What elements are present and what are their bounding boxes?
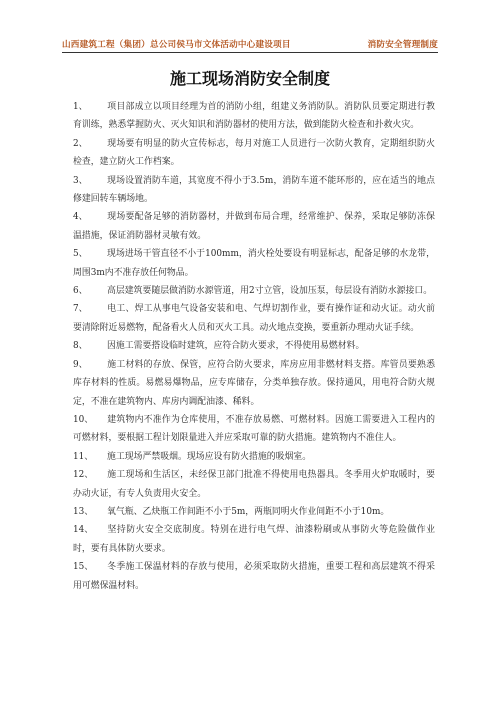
item-text: 现场要配备足够的消防器材，并做到布局合理，经常维护、保养，采取足够防冻保温措施，保证消防器材灵敏有效。 (73, 212, 435, 241)
header-rule (62, 52, 438, 53)
list-item (73, 521, 435, 558)
header-doc-name: 消防安全管理制度 (367, 40, 438, 50)
item-text: 高层建筑要随层做消防水源管道，用2寸立管，设加压泵，每层设有消防水源接口。 (107, 286, 433, 297)
item-number: 14、 (73, 525, 94, 536)
regulation-list (73, 98, 435, 595)
list-item (73, 172, 435, 209)
item-number: 13、 (73, 506, 94, 517)
list-item (73, 300, 435, 337)
item-text: 因施工需要搭设临时建筑，应符合防火要求，不得使用易燃材料。 (107, 341, 365, 352)
item-text: 氧气瓶、乙炔瓶工作间距不小于5m，两瓶同明火作业间距不小于10m。 (107, 506, 390, 517)
item-number: 6、 (73, 286, 88, 297)
list-item (73, 337, 435, 355)
list-item (73, 245, 435, 282)
list-item (73, 98, 435, 135)
item-text: 项目部成立以项目经理为首的消防小组，组建义务消防队。消防队员要定期进行教育训练，熟悉掌握防火、灭火知识和消防器材的使用方法，做到能防火检查和扑救火灾。 (73, 102, 435, 131)
item-text: 坚持防火安全交底制度。特别在进行电气焊、油漆粉刷或从事防火等危险做作业时，要有具体防火要求。 (73, 525, 435, 554)
list-item (73, 558, 435, 595)
list-item (73, 503, 435, 521)
header-project-name: 山西建筑工程（集团）总公司侯马市文体活动中心建设项目 (62, 40, 291, 50)
item-text: 施工现场严禁吸烟。现场应设有防火措施的吸烟室。 (107, 451, 312, 462)
item-text: 施工现场和生活区，未经保卫部门批准不得使用电热器具。冬季用火炉取暖时，要办动火证，有专人负责用火安全。 (73, 470, 435, 499)
list-item (73, 282, 435, 300)
item-text: 现场设置消防车道，其宽度不得小于3.5m，消防车道不能环形的，应在适当的地点修建回转车辆场地。 (73, 175, 435, 205)
item-text: 冬季施工保温材料的存放与使用，必须采取防火措施，重要工程和高层建筑不得采用可燃保温材料。 (73, 562, 435, 591)
list-item (73, 356, 435, 411)
item-number: 11、 (73, 451, 94, 462)
item-number: 7、 (73, 304, 88, 315)
list-item (73, 466, 435, 503)
list-item (73, 411, 435, 448)
item-number: 10、 (73, 414, 94, 425)
page-header (62, 38, 438, 50)
item-number: 4、 (73, 212, 88, 223)
item-number: 2、 (73, 138, 88, 149)
item-text: 现场要有明显的防火宣传标志，每月对施工人员进行一次防火教育，定期组织防火检查，建立防火工作档案。 (73, 138, 435, 168)
list-item (73, 208, 435, 245)
item-number: 15、 (73, 562, 94, 573)
list-item (73, 135, 435, 172)
item-number: 1、 (73, 102, 88, 112)
item-text: 施工材料的存放、保管，应符合防火要求，库房应用非燃材料支搭。库管员要熟悉库存材料的性质。易燃易爆物品，应专库储存，分类单独存放。保持通风，用电符合防火规定，不准在建筑物内、库房内调配油漆、稀料。 (73, 359, 435, 407)
item-text: 现场进场干管直径不小于100mm，消火栓处要设有明显标志，配备足够的水龙带，周围3m内不准存放任何物品。 (73, 249, 435, 278)
item-number: 5、 (73, 249, 88, 260)
item-number: 8、 (73, 341, 88, 352)
item-text: 电工、焊工从事电气设备安装和电、气焊切割作业，要有操作证和动火证。动火前要清除附近易燃物，配备看火人员和灭火工具。动火地点变换，要重新办理动火证手续。 (73, 304, 435, 333)
list-item (73, 448, 435, 466)
item-number: 9、 (73, 359, 88, 370)
page-title: 施工现场消防安全制度 (169, 69, 330, 88)
item-text: 建筑物内不准作为仓库使用，不准存放易燃、可燃材料。因施工需要进入工程内的可燃材料，要根据工程计划限量进入并应采取可靠的防火措施。建筑物内不准住人。 (73, 414, 435, 444)
item-number: 12、 (73, 470, 94, 481)
item-number: 3、 (73, 175, 88, 186)
